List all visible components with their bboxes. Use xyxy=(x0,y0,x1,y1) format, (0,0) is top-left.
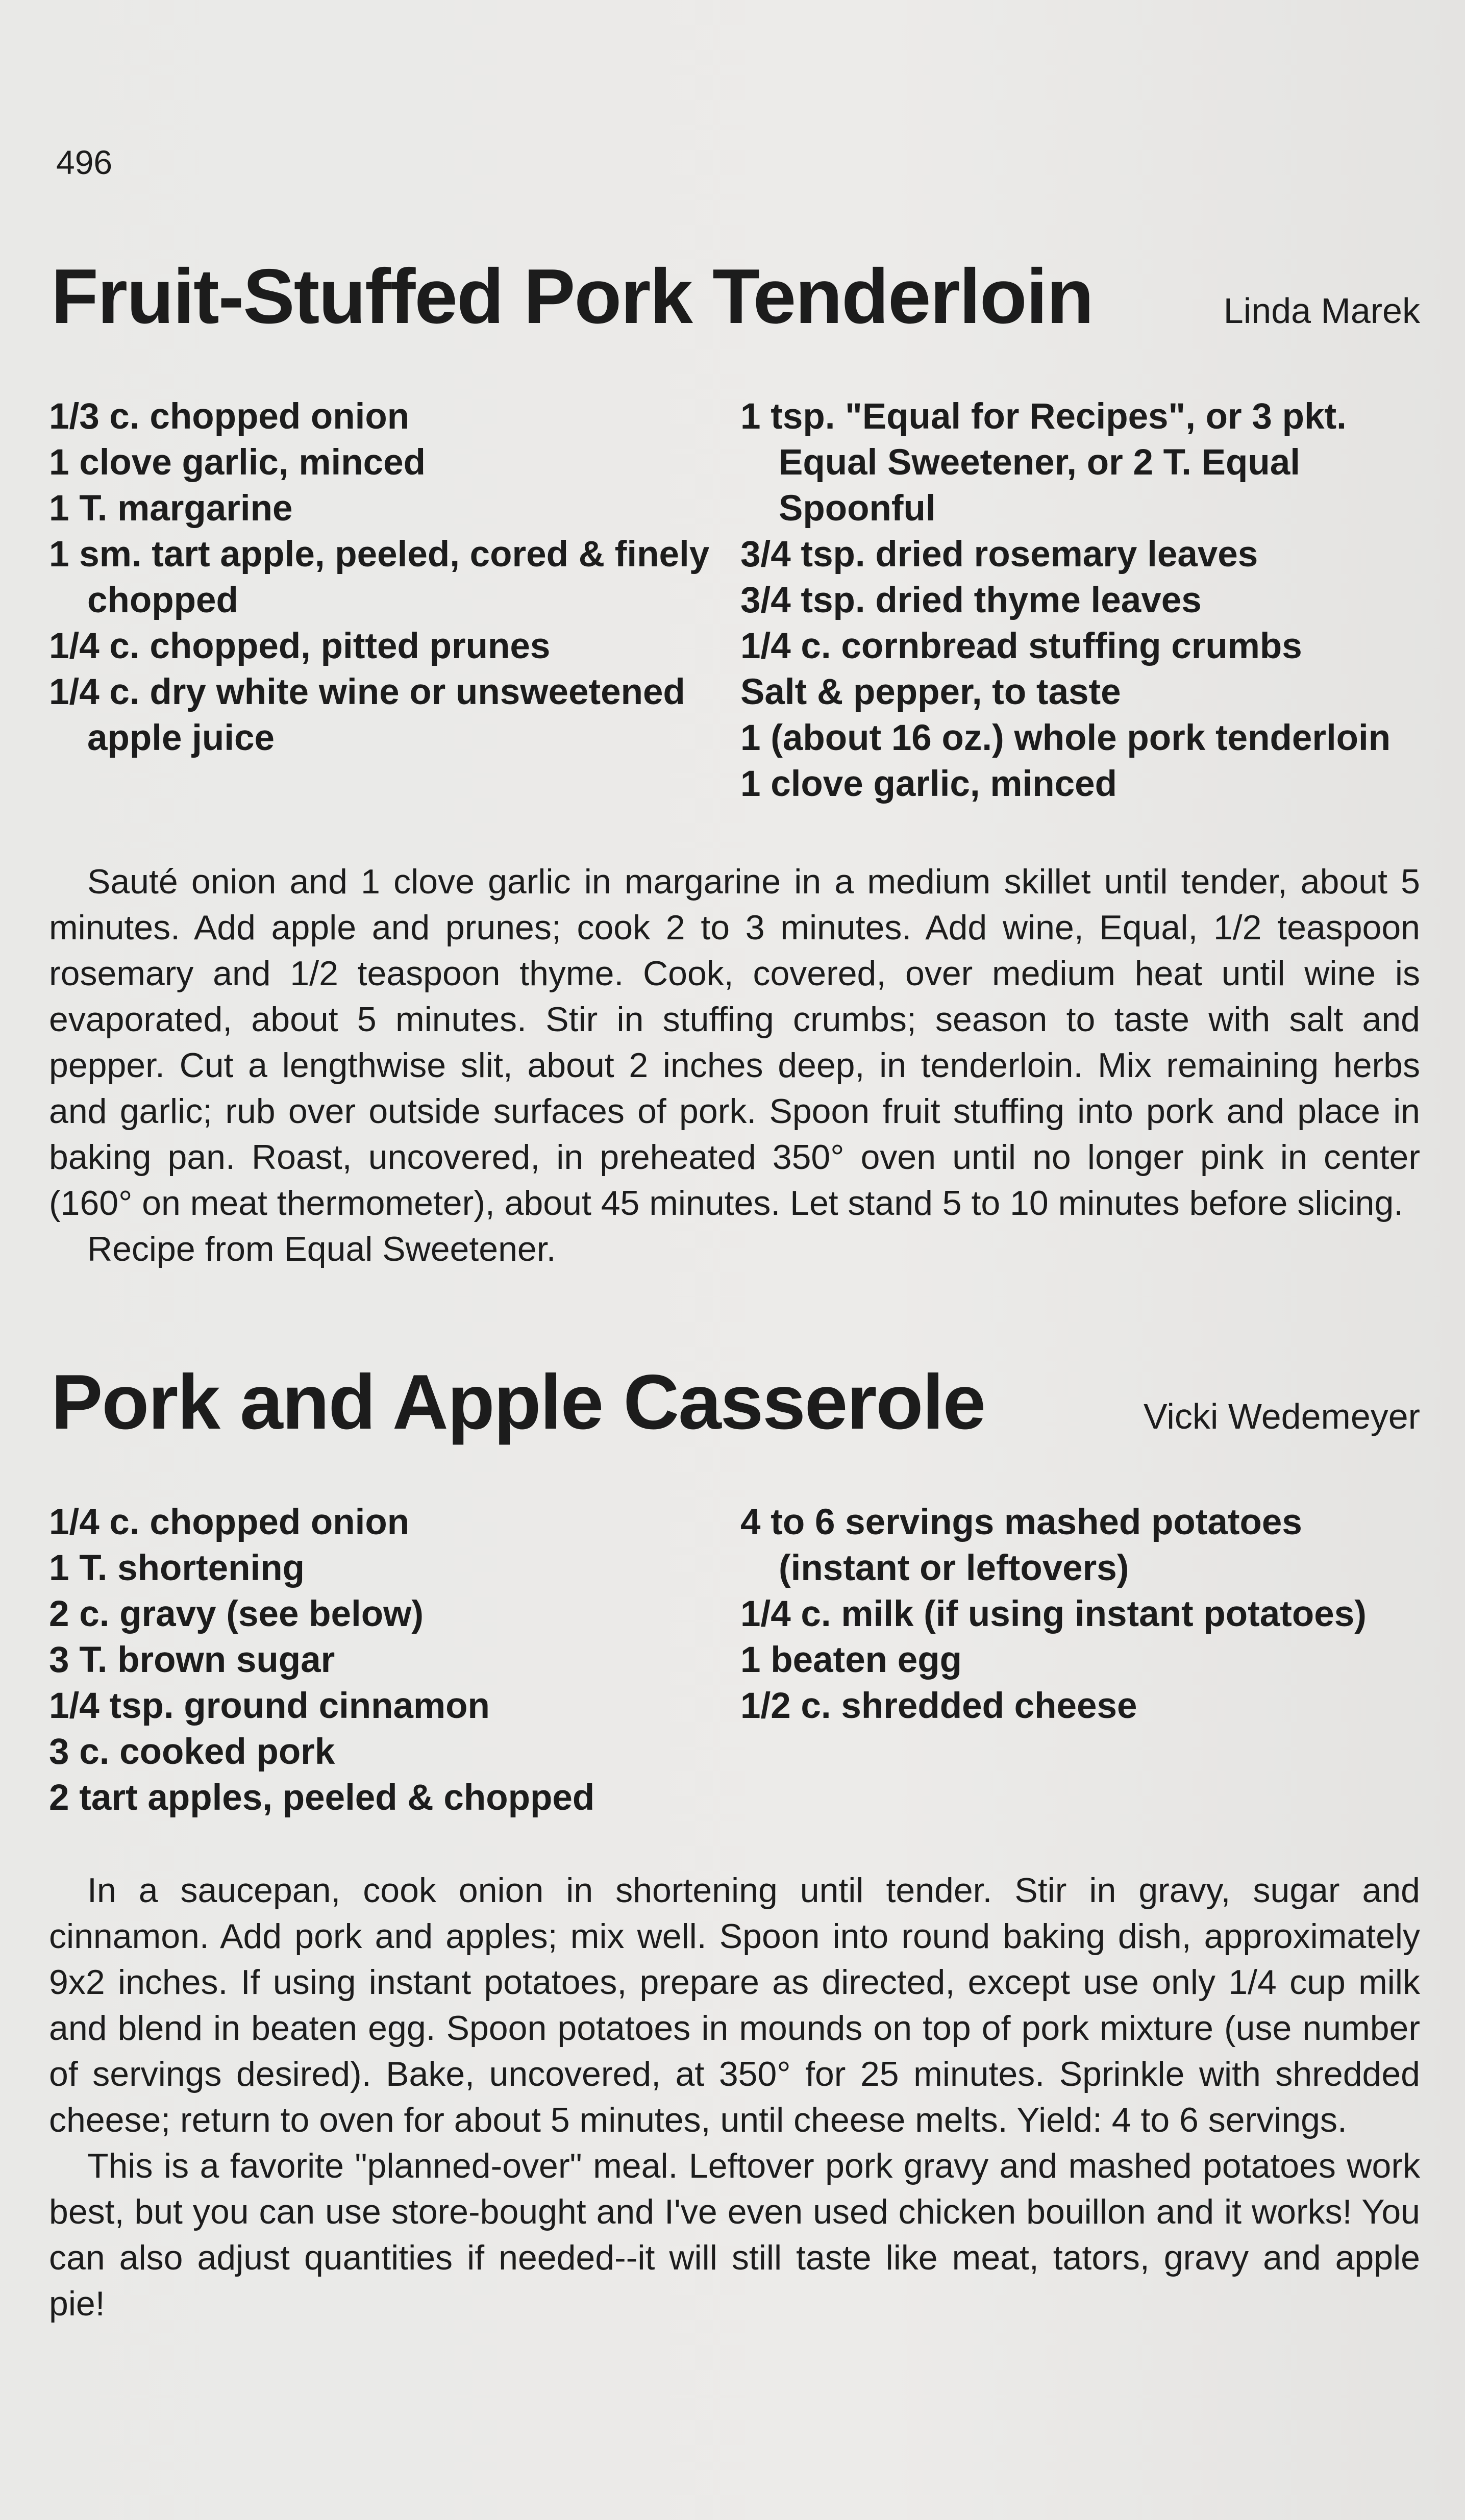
ingredient-item: 1 clove garlic, minced xyxy=(740,764,1117,804)
ingredient-item: 3/4 tsp. dried thyme leaves xyxy=(740,580,1202,620)
ingredient-item: 1/4 c. cornbread stuffing crumbs xyxy=(740,626,1302,666)
ingredients-column-left xyxy=(49,1500,740,1821)
ingredients-list-1 xyxy=(49,394,1420,807)
ingredients-column-right xyxy=(740,1500,1420,1821)
page-number: 496 xyxy=(56,143,113,181)
recipe-source-note: Recipe from Equal Sweetener. xyxy=(87,1230,556,1268)
ingredient-item: 2 tart apples, peeled & chopped xyxy=(49,1778,595,1818)
ingredients-column-right xyxy=(740,394,1420,807)
instruction-paragraph: In a saucepan, cook onion in shortening until tender. Stir in gravy, sugar and cinnamon. Add pork and apples; mix well. Spoon into round baking dish, approximately 9x2 inches. If using instant potatoes, prepare as directed, except use only 1/4 cup milk and blend in beaten egg. Spoon potatoes in mounds on top of pork mixture (use number of servings desired). Bake, uncovered, at 350° for 25 minutes. Sprinkle with shredded cheese; return to oven for about 5 minutes, until cheese melts. Yield: 4 to 6 servings. xyxy=(49,1871,1420,2139)
recipe-header-1 xyxy=(51,253,1420,340)
ingredients-column-left xyxy=(49,394,740,807)
ingredient-item: 2 c. gravy (see below) xyxy=(49,1594,424,1634)
ingredient-item: 1/4 tsp. ground cinnamon xyxy=(49,1686,490,1726)
ingredient-item: 3 c. cooked pork xyxy=(49,1732,335,1772)
ingredient-item: 1 (about 16 oz.) whole pork tenderloin xyxy=(740,718,1391,758)
ingredient-item: 1 T. shortening xyxy=(49,1548,305,1588)
ingredient-item: 1/4 c. chopped, pitted prunes xyxy=(49,626,551,666)
ingredient-item: 1 beaten egg xyxy=(740,1640,962,1680)
author-note: This is a favorite "planned-over" meal. Leftover pork gravy and mashed potatoes work best, but you can use store-bought and I've even used chicken bouillon and it works! You can also adjust quantities if needed--it will still taste like meat, tators, gravy and apple pie! xyxy=(49,2147,1420,2323)
ingredient-item: Salt & pepper, to taste xyxy=(740,672,1121,712)
ingredient-item: 1 clove garlic, minced xyxy=(49,442,426,483)
ingredient-item: 3 T. brown sugar xyxy=(49,1640,335,1680)
recipe-author: Linda Marek xyxy=(1223,291,1420,331)
ingredient-item: 3/4 tsp. dried rosemary leaves xyxy=(740,534,1258,575)
ingredient-item: 1 tsp. "Equal for Recipes", or 3 pkt. Equal Sweetener, or 2 T. Equal Spoonful xyxy=(740,396,1347,529)
ingredient-item: 1/4 c. milk (if using instant potatoes) xyxy=(740,1594,1367,1634)
ingredient-item: 1/2 c. shredded cheese xyxy=(740,1686,1137,1726)
ingredient-item: 1 T. margarine xyxy=(49,488,293,529)
instructions-2 xyxy=(49,1867,1420,2327)
recipe-header-2 xyxy=(51,1359,1420,1445)
recipe-author: Vicki Wedemeyer xyxy=(1143,1396,1420,1436)
instruction-paragraph: Sauté onion and 1 clove garlic in margarine in a medium skillet until tender, about 5 minutes. Add apple and prunes; cook 2 to 3 minutes. Add wine, Equal, 1/2 teaspoon rosemary and 1/2 teaspoon thyme. Cook, covered, over medium heat until wine is evaporated, about 5 minutes. Stir in stuffing crumbs; season to taste with salt and pepper. Cut a lengthwise slit, about 2 inches deep, in tenderloin. Mix remaining herbs and garlic; rub over outside surfaces of pork. Spoon fruit stuffing into pork and place in baking pan. Roast, uncovered, in preheated 350° oven until no longer pink in center (160° on meat thermometer), about 45 minutes. Let stand 5 to 10 minutes before slicing. xyxy=(49,862,1420,1222)
ingredient-item: 4 to 6 servings mashed potatoes (instant or leftovers) xyxy=(740,1502,1302,1588)
ingredient-item: 1 sm. tart apple, peeled, cored & finely chopped xyxy=(49,534,710,620)
ingredient-item: 1/4 c. dry white wine or unsweetened apple juice xyxy=(49,672,685,758)
ingredient-item: 1/4 c. chopped onion xyxy=(49,1502,410,1542)
recipe-title: Fruit-Stuffed Pork Tenderloin xyxy=(51,253,1093,340)
ingredients-list-2 xyxy=(49,1500,1420,1821)
instructions-1 xyxy=(49,859,1420,1272)
ingredient-item: 1/3 c. chopped onion xyxy=(49,396,410,437)
recipe-title: Pork and Apple Casserole xyxy=(51,1359,985,1445)
